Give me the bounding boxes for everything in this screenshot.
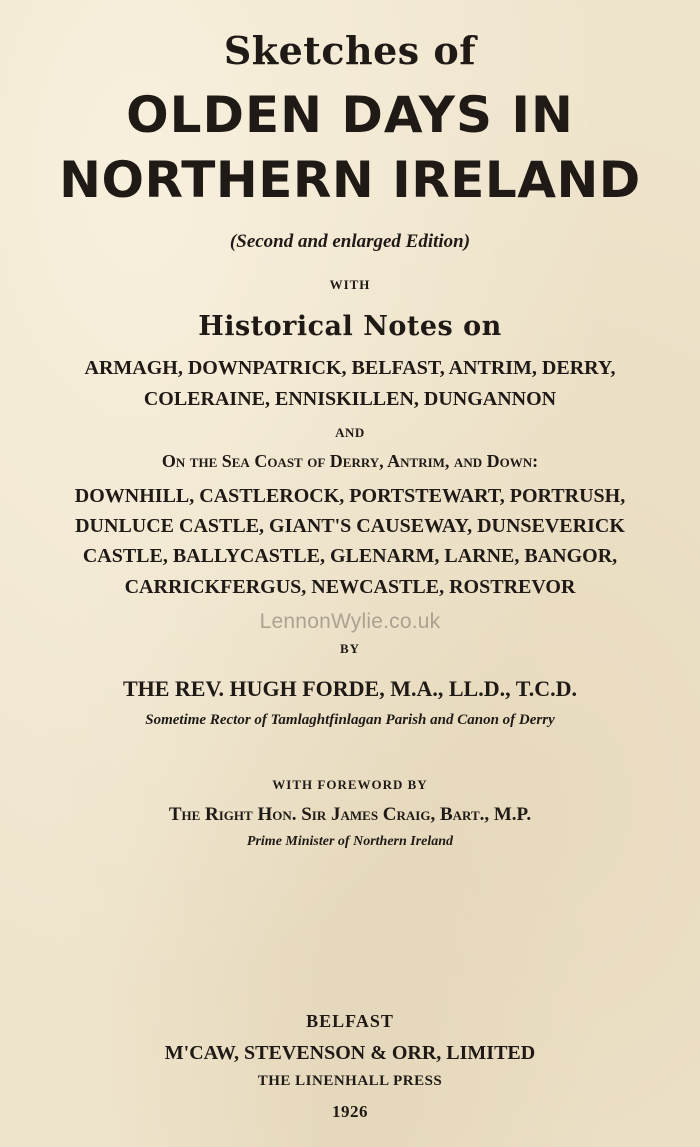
with-label: WITH	[329, 277, 371, 292]
coast-line-4: CARRICKFERGUS, NEWCASTLE, ROSTREVOR	[124, 576, 576, 598]
and-label: AND	[335, 425, 365, 440]
historical-notes-heading: Historical Notes on	[198, 311, 502, 342]
publication-city: BELFAST	[306, 1011, 394, 1031]
watermark-text: LennonWylie.co.uk	[259, 610, 441, 633]
coast-line-2: DUNLUCE CASTLE, GIANT'S CAUSEWAY, DUNSEVERICK	[75, 515, 625, 537]
press-name: THE LINENHALL PRESS	[257, 1073, 443, 1089]
foreword-by-label: WITH FOREWORD BY	[272, 777, 428, 792]
edition-note: (Second and enlarged Edition)	[229, 231, 471, 252]
coast-line-3: CASTLE, BALLYCASTLE, GLENARM, LARNE, BANGOR,	[82, 545, 618, 567]
author-name: THE REV. HUGH FORDE, M.A., LL.D., T.C.D.	[122, 676, 578, 701]
publication-year: 1926	[332, 1102, 368, 1121]
title-olden-days: OLDEN DAYS IN	[126, 86, 574, 144]
places-line-2: COLERAINE, ENNISKILLEN, DUNGANNON	[143, 388, 557, 410]
author-role: Sometime Rector of Tamlaghtfinlagan Parish and Canon of Derry	[145, 712, 555, 728]
sea-coast-heading: On the Sea Coast of Derry, Antrim, and Down:	[161, 451, 539, 471]
foreword-role: Prime Minister of Northern Ireland	[246, 834, 454, 849]
title-sketches-of: Sketches of	[223, 28, 477, 73]
by-label: BY	[339, 641, 361, 656]
title-northern-ireland: NORTHERN IRELAND	[59, 151, 641, 209]
places-line-1: ARMAGH, DOWNPATRICK, BELFAST, ANTRIM, DERRY,	[84, 357, 616, 379]
coast-line-1: DOWNHILL, CASTLEROCK, PORTSTEWART, PORTRUSH,	[74, 485, 626, 507]
publisher-name: M'CAW, STEVENSON & ORR, LIMITED	[164, 1042, 536, 1064]
foreword-author: The Right Hon. Sir James Craig, Bart., M.P.	[168, 804, 532, 825]
